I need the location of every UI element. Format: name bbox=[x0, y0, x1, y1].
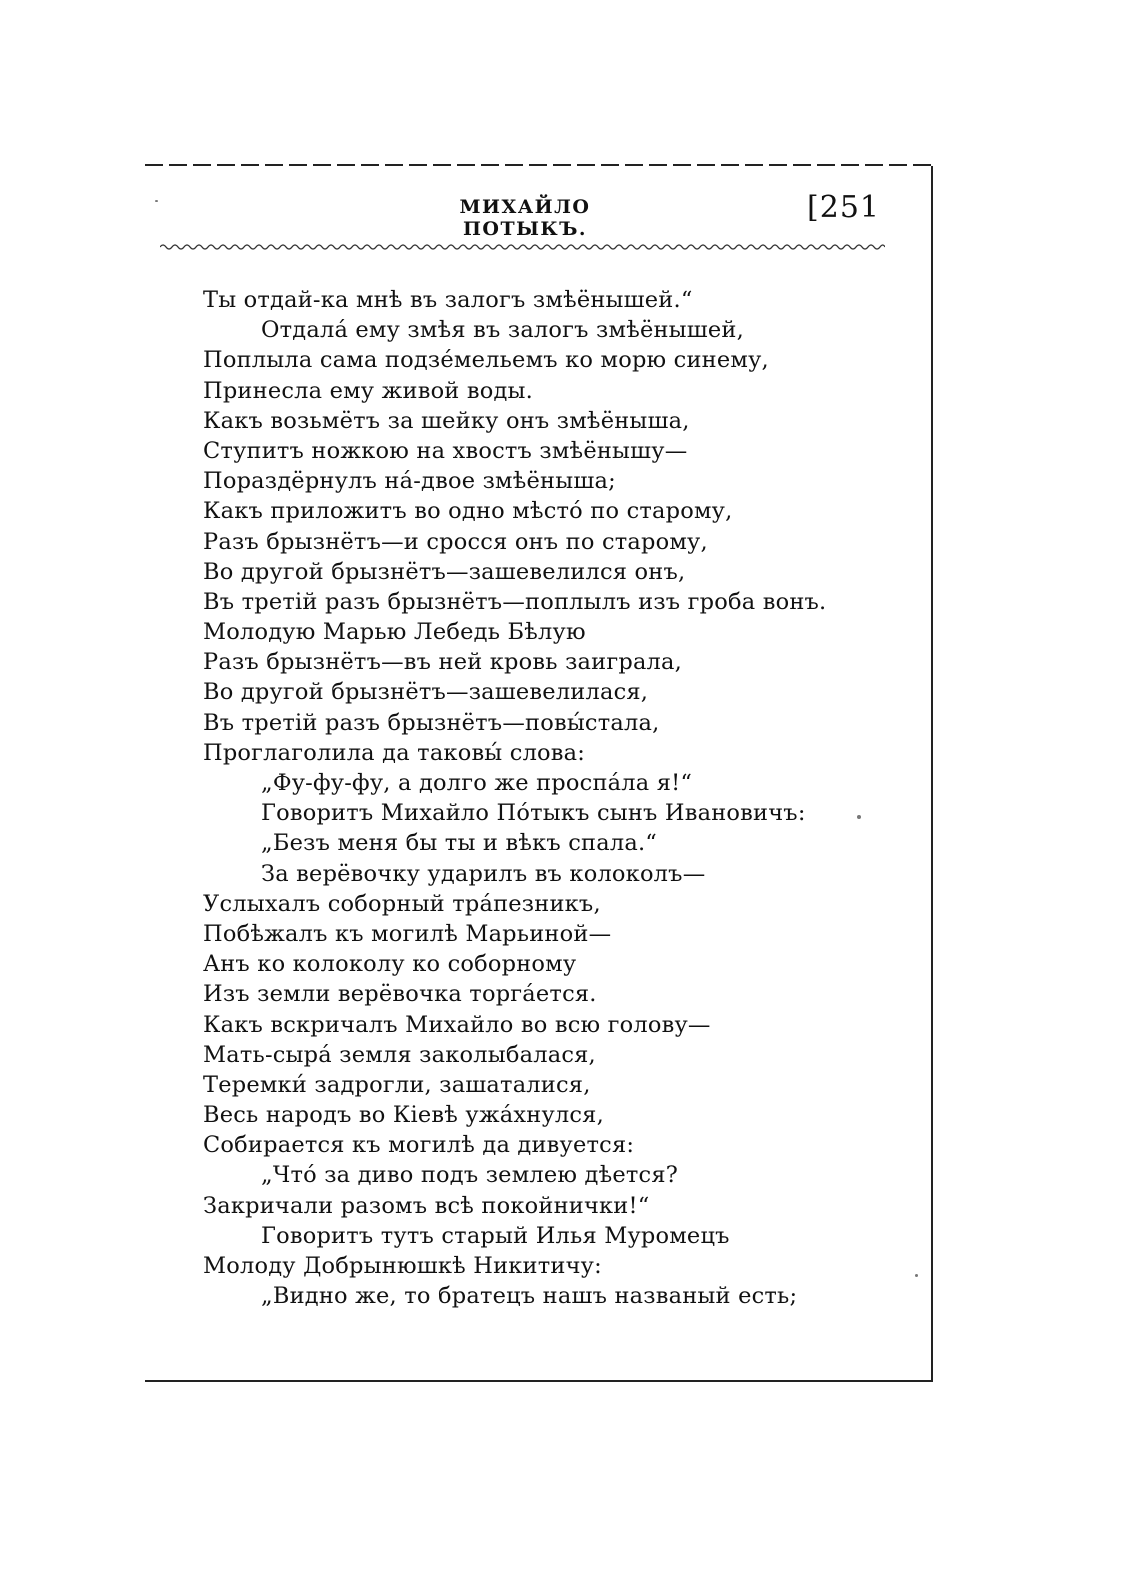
verse-text bbox=[203, 285, 903, 1311]
verse-line: Побѣжалъ къ могилѣ Марьиной— bbox=[203, 920, 612, 947]
verse-line: Разъ брызнётъ—въ ней кровь заиграла, bbox=[203, 649, 683, 676]
verse-line: Ты отдай-ка мнѣ въ залогъ змѣёнышей.“ bbox=[203, 287, 693, 313]
running-title: МИХАЙЛО ПОТЫКЪ. bbox=[459, 196, 591, 240]
verse-line: Анъ ко колоколу ко соборному bbox=[203, 951, 577, 978]
verse-line: Разъ брызнётъ—и сросся онъ по старому, bbox=[203, 528, 708, 555]
verse-line: „Видно же, то братецъ нашъ названый есть; bbox=[261, 1283, 798, 1310]
right-rule bbox=[931, 166, 933, 1382]
verse-line: Говоритъ Михайло Пóтыкъ сынъ Ивановичъ: bbox=[261, 800, 806, 827]
verse-line: Какъ приложитъ во одно мѣстó по старому, bbox=[203, 498, 733, 525]
verse-line: Отдалá ему змѣя въ залогъ змѣёнышей, bbox=[261, 317, 744, 344]
top-rule bbox=[145, 164, 933, 166]
verse-line: Изъ земли верёвочка торгáется. bbox=[203, 981, 597, 1008]
ornamental-wavy-rule bbox=[160, 240, 885, 254]
verse-line: Въ третій разъ брызнётъ—поплылъ изъ гроба вонъ. bbox=[203, 588, 827, 615]
verse-line: Теремки́ задрогли, зашаталися, bbox=[203, 1071, 591, 1098]
verse-line: Услыхалъ соборный трáпезникъ, bbox=[203, 890, 601, 917]
page-number: [251 bbox=[807, 190, 880, 225]
verse-line: „Фу-фу-фу, а долго же проспáла я!“ bbox=[261, 770, 693, 796]
verse-line: Пораздёрнулъ нá-двое змѣёныша; bbox=[203, 468, 616, 495]
verse-line: Молоду Добрынюшкѣ Никитичу: bbox=[203, 1253, 602, 1279]
scan-speck bbox=[155, 200, 158, 202]
verse-line: Поплыла сама подзéмельемъ ко морю синему, bbox=[203, 347, 769, 374]
verse-line: За верёвочку ударилъ въ колоколъ— bbox=[261, 860, 706, 887]
verse-line: „Чтó за диво подъ землею дѣется? bbox=[261, 1162, 678, 1189]
scan-speck bbox=[915, 1274, 918, 1277]
verse-line: Весь народъ во Кіевѣ ужáхнулся, bbox=[203, 1102, 604, 1129]
verse-line: Ступитъ ножкою на хвостъ змѣёнышу— bbox=[203, 437, 688, 464]
verse-line: Въ третій разъ брызнётъ—повы́стала, bbox=[203, 709, 660, 736]
verse-line: Мать-сырá земля заколыбалася, bbox=[203, 1041, 596, 1068]
verse-line: Какъ вскричалъ Михайло во всю голову— bbox=[203, 1011, 711, 1038]
verse-line: „Безъ меня бы ты и вѣкъ спала.“ bbox=[261, 830, 658, 857]
verse-line: Какъ возьмётъ за шейку онъ змѣёныша, bbox=[203, 407, 690, 434]
verse-line: Говоритъ тутъ старый Илья Муромецъ bbox=[261, 1222, 730, 1249]
verse-line: Принесла ему живой воды. bbox=[203, 377, 533, 404]
running-head bbox=[160, 190, 890, 240]
bottom-rule bbox=[145, 1380, 933, 1382]
verse-line: Проглаголила да таковы́ слова: bbox=[203, 739, 586, 766]
verse-line: Во другой брызнётъ—зашевелилася, bbox=[203, 679, 649, 706]
verse-line: Во другой брызнётъ—зашевелился онъ, bbox=[203, 558, 686, 585]
scan-speck bbox=[857, 815, 861, 819]
verse-line: Закричали разомъ всѣ покойнички!“ bbox=[203, 1192, 650, 1219]
verse-line: Молодую Марью Лебедь Бѣлую bbox=[203, 619, 586, 646]
verse-line: Собирается къ могилѣ да дивуется: bbox=[203, 1132, 635, 1159]
